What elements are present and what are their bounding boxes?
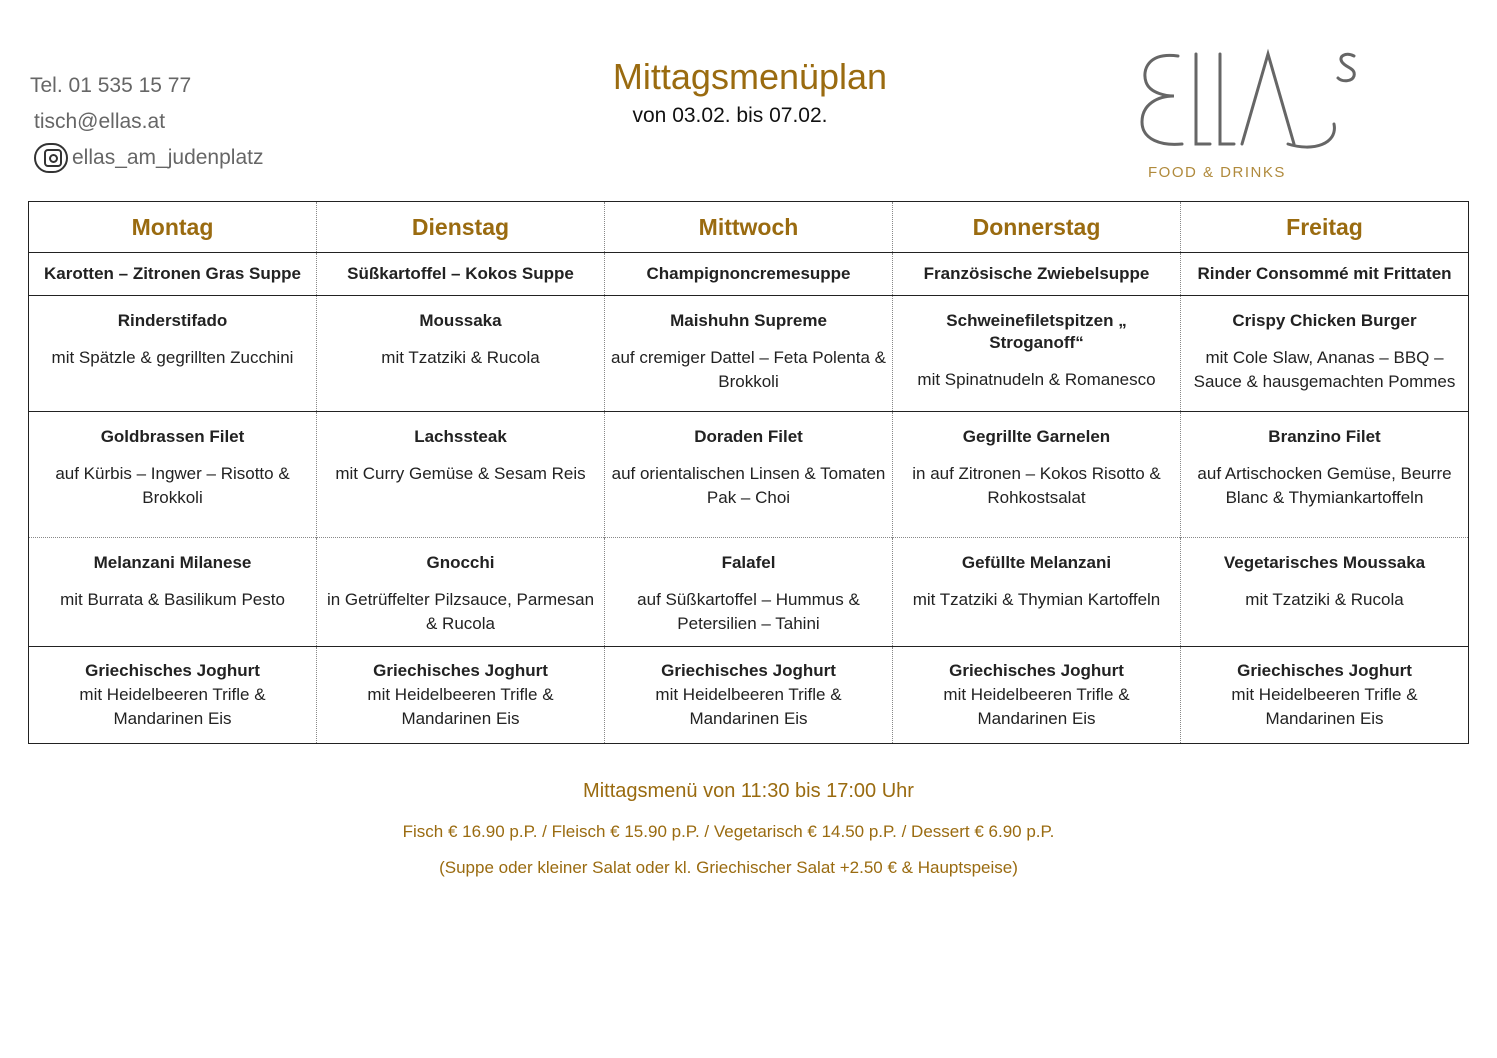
dish-name: Melanzani Milanese: [93, 553, 252, 572]
dish-cell: [605, 538, 893, 647]
day-header: Mittwoch: [605, 202, 893, 253]
instagram-icon: [34, 143, 68, 173]
dish-cell: [29, 412, 317, 538]
dish-cell: [29, 296, 317, 412]
soup-cell: Champignoncremesuppe: [605, 253, 893, 296]
dish-description: in auf Zitronen – Kokos Risotto & Rohkostsalat: [912, 464, 1161, 507]
dish-description: auf cremiger Dattel – Feta Polenta & Brokkoli: [611, 348, 886, 391]
dish-name: Maishuhn Supreme: [670, 311, 827, 330]
dish-cell: [317, 412, 605, 538]
day-header: Dienstag: [317, 202, 605, 253]
soup-row: [29, 253, 1469, 296]
instagram-row: [30, 140, 263, 176]
dish-name: Moussaka: [419, 311, 502, 330]
dish-cell: [893, 296, 1181, 412]
dish-cell: [893, 412, 1181, 538]
price-list: Fisch € 16.90 p.P. / Fleisch € 15.90 p.P. / Vegetarisch € 14.50 p.P. / Dessert € 6.90 p.P.: [402, 822, 1055, 841]
dish-cell: [605, 412, 893, 538]
date-range: von 03.02. bis 07.02.: [632, 104, 828, 127]
day-header-row: [29, 202, 1469, 253]
dish-name: Gegrillte Garnelen: [962, 427, 1111, 446]
dish-name: Schweinefiletspitzen „ Stroganoff“: [946, 311, 1127, 352]
dessert-description: mit Heidelbeeren Trifle & Mandarinen Eis: [79, 685, 266, 728]
dish-description: mit Tzatziki & Thymian Kartoffeln: [912, 590, 1161, 609]
dessert-description: mit Heidelbeeren Trifle & Mandarinen Eis: [655, 685, 842, 728]
dessert-row: [29, 647, 1469, 744]
dish-cell: [605, 296, 893, 412]
day-header: Donnerstag: [893, 202, 1181, 253]
dessert-description: mit Heidelbeeren Trifle & Mandarinen Eis: [367, 685, 554, 728]
dish-name: Vegetarisches Moussaka: [1223, 553, 1426, 572]
dessert-name: Griechisches Joghurt: [373, 661, 548, 680]
dish-name: Gnocchi: [426, 553, 495, 572]
dish-name: Rinderstifado: [117, 311, 228, 330]
dish-cell: [317, 538, 605, 647]
dish-name: Goldbrassen Filet: [100, 427, 245, 446]
email-address: tisch@ellas.at: [34, 110, 166, 133]
dessert-name: Griechisches Joghurt: [661, 661, 836, 680]
day-header: Freitag: [1181, 202, 1469, 253]
dessert-name: Griechisches Joghurt: [85, 661, 260, 680]
dish-name: Lachssteak: [414, 427, 507, 446]
dish-name: Branzino Filet: [1268, 427, 1381, 446]
dessert-cell: [317, 647, 605, 744]
dish-description: mit Curry Gemüse & Sesam Reis: [335, 464, 586, 483]
dessert-cell: [893, 647, 1181, 744]
phone-number: Tel. 01 535 15 77: [30, 74, 192, 97]
dish-name: Crispy Chicken Burger: [1232, 311, 1417, 330]
dish-description: in Getrüffelter Pilzsauce, Parmesan & Rucola: [326, 590, 595, 633]
dessert-name: Griechisches Joghurt: [949, 661, 1124, 680]
dish-name: Falafel: [721, 553, 776, 572]
dish-description: mit Spätzle & gegrillten Zucchini: [51, 348, 294, 367]
contact-block: [30, 68, 263, 176]
dish-cell: [893, 538, 1181, 647]
dish-cell: [1181, 412, 1469, 538]
soup-cell: Französische Zwiebelsuppe: [893, 253, 1181, 296]
dish-description: auf orientalischen Linsen & Tomaten Pak – Choi: [611, 464, 886, 507]
instagram-handle: ellas_am_judenplatz: [72, 146, 264, 169]
dessert-cell: [1181, 647, 1469, 744]
dish-description: auf Artischocken Gemüse, Beurre Blanc & Thymiankartoffeln: [1197, 464, 1452, 507]
dish-description: mit Tzatziki & Rucola: [1245, 590, 1404, 609]
dish-cell: [1181, 296, 1469, 412]
page-title: Mittagsmenüplan: [612, 56, 888, 97]
meat-row: [29, 296, 1469, 412]
dish-description: auf Kürbis – Ingwer – Risotto & Brokkoli: [55, 464, 290, 507]
dessert-name: Griechisches Joghurt: [1237, 661, 1412, 680]
menu-table: [28, 201, 1469, 744]
dessert-description: mit Heidelbeeren Trifle & Mandarinen Eis: [943, 685, 1130, 728]
dish-description: mit Spinatnudeln & Romanesco: [917, 370, 1156, 389]
day-header: Montag: [29, 202, 317, 253]
logo-tagline: FOOD & DRINKS: [1148, 164, 1286, 181]
dessert-description: mit Heidelbeeren Trifle & Mandarinen Eis: [1231, 685, 1418, 728]
dish-description: auf Süßkartoffel – Hummus & Petersilien – Tahini: [637, 590, 860, 633]
lunch-hours: Mittagsmenü von 11:30 bis 17:00 Uhr: [583, 780, 914, 802]
dish-description: mit Tzatziki & Rucola: [381, 348, 540, 367]
soup-cell: Rinder Consommé mit Frittaten: [1181, 253, 1469, 296]
price-note: (Suppe oder kleiner Salat oder kl. Griechischer Salat +2.50 € & Hauptspeise): [439, 858, 1018, 877]
dish-cell: [317, 296, 605, 412]
dish-cell: [1181, 538, 1469, 647]
vegetarian-row: [29, 538, 1469, 647]
dish-cell: [29, 538, 317, 647]
dessert-cell: [605, 647, 893, 744]
dish-description: mit Cole Slaw, Ananas – BBQ – Sauce & hausgemachten Pommes: [1193, 348, 1456, 391]
dish-description: mit Burrata & Basilikum Pesto: [60, 590, 285, 609]
dessert-cell: [29, 647, 317, 744]
soup-cell: Süßkartoffel – Kokos Suppe: [317, 253, 605, 296]
dish-name: Gefüllte Melanzani: [961, 553, 1112, 572]
soup-cell: Karotten – Zitronen Gras Suppe: [29, 253, 317, 296]
dish-name: Doraden Filet: [694, 427, 803, 446]
fish-row: [29, 412, 1469, 538]
